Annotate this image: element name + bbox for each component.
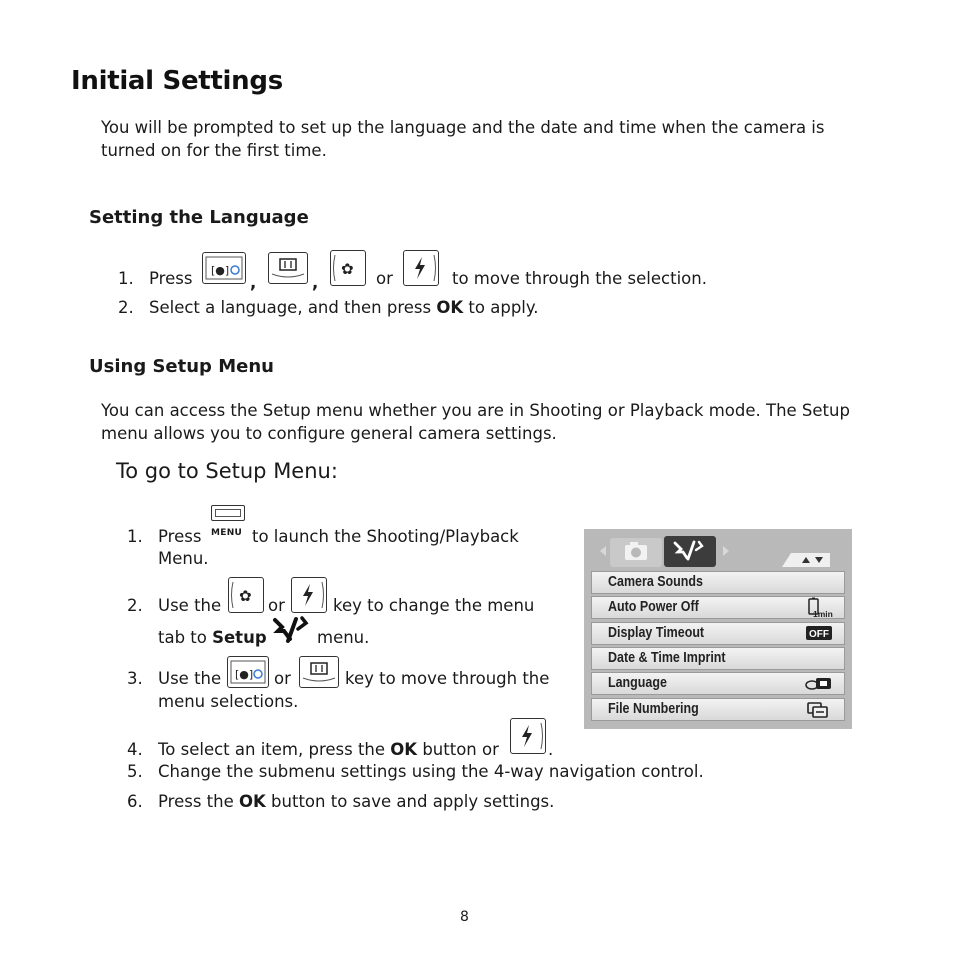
flash-key-icon <box>291 577 327 613</box>
step-text: Use the <box>158 596 222 615</box>
step-text: Select a language, and then press OK to apply. <box>149 298 539 317</box>
or-text: or <box>376 269 393 288</box>
menu-row-auto-power-off[interactable]: Auto Power Off 1min <box>591 596 845 619</box>
or-text: or <box>274 669 291 688</box>
setup-heading: Using Setup Menu <box>89 356 274 377</box>
step-text: menu selections. <box>158 692 299 711</box>
step-text: Use the <box>158 669 222 688</box>
step-text: Press <box>149 269 193 288</box>
svg-text:[●]: [●] <box>235 668 254 681</box>
svg-text:✿: ✿ <box>341 260 354 278</box>
menu-row-camera-sounds[interactable]: Camera Sounds <box>591 571 845 594</box>
step-text: key to change the menu <box>333 596 535 615</box>
face-selftimer-key-icon <box>227 656 269 688</box>
language-heading: Setting the Language <box>89 207 309 228</box>
step-number: 4. <box>127 740 143 759</box>
comma-separator: , <box>250 273 257 292</box>
step-text: Press <box>158 527 202 546</box>
step-text: to launch the Shooting/Playback <box>252 527 519 546</box>
menu-key-label: MENU <box>211 528 243 538</box>
step-number: 1. <box>118 269 134 288</box>
intro-paragraph: You will be prompted to set up the language and the date and time when the camera is turned on for the first time. <box>101 118 825 160</box>
or-text: or <box>268 596 285 615</box>
period: . <box>548 740 554 759</box>
macro-key-icon <box>330 250 366 286</box>
step-number: 6. <box>127 792 143 811</box>
menu-row-display-timeout[interactable]: Display Timeout OFF <box>591 622 845 645</box>
menu-row-file-numbering[interactable]: File Numbering <box>591 698 845 721</box>
off-badge-icon <box>806 626 836 648</box>
step-number: 2. <box>127 596 143 615</box>
file-numbering-icon <box>806 701 830 726</box>
face-selftimer-key-icon <box>202 252 246 284</box>
goto-setup-heading: To go to Setup Menu: <box>116 459 338 483</box>
step-number: 5. <box>127 762 143 781</box>
menu-tab-bar <box>584 529 852 569</box>
page-number: 8 <box>460 909 469 925</box>
flash-key-icon <box>403 250 439 286</box>
page-title: Initial Settings <box>71 66 283 96</box>
setup-tools-icon <box>272 615 312 649</box>
display-key-icon <box>299 656 339 688</box>
menu-key-icon <box>211 505 245 521</box>
macro-key-icon <box>228 577 264 613</box>
camera-setup-menu-screen <box>584 529 852 729</box>
step-text: Change the submenu settings using the 4-way navigation control. <box>158 762 704 781</box>
svg-text:✿: ✿ <box>239 587 252 605</box>
svg-text:1min: 1min <box>813 609 833 619</box>
svg-text:[●]: [●] <box>211 264 230 277</box>
step-text: to move through the selection. <box>452 269 707 288</box>
step-text: To select an item, press the OK button or <box>158 740 499 759</box>
step-text: key to move through the <box>345 669 550 688</box>
comma-separator: , <box>312 273 319 292</box>
step-text: Menu. <box>158 549 209 568</box>
step-text: menu. <box>317 628 370 647</box>
step-number: 3. <box>127 669 143 688</box>
menu-row-date-time-imprint[interactable]: Date & Time Imprint <box>591 647 845 670</box>
svg-text:OFF: OFF <box>809 629 829 640</box>
step-number: 1. <box>127 527 143 546</box>
step-number: 2. <box>118 298 134 317</box>
flash-key-icon <box>510 718 546 754</box>
setup-intro-paragraph: You can access the Setup menu whether you are in Shooting or Playback mode. The Setup menu allows you to configure general camera settings. <box>101 401 850 443</box>
step-text: tab to Setup <box>158 628 267 647</box>
display-key-icon <box>268 252 308 284</box>
step-text: Press the OK button to save and apply settings. <box>158 792 555 811</box>
language-icon <box>804 677 834 698</box>
menu-row-language[interactable]: Language <box>591 672 845 695</box>
